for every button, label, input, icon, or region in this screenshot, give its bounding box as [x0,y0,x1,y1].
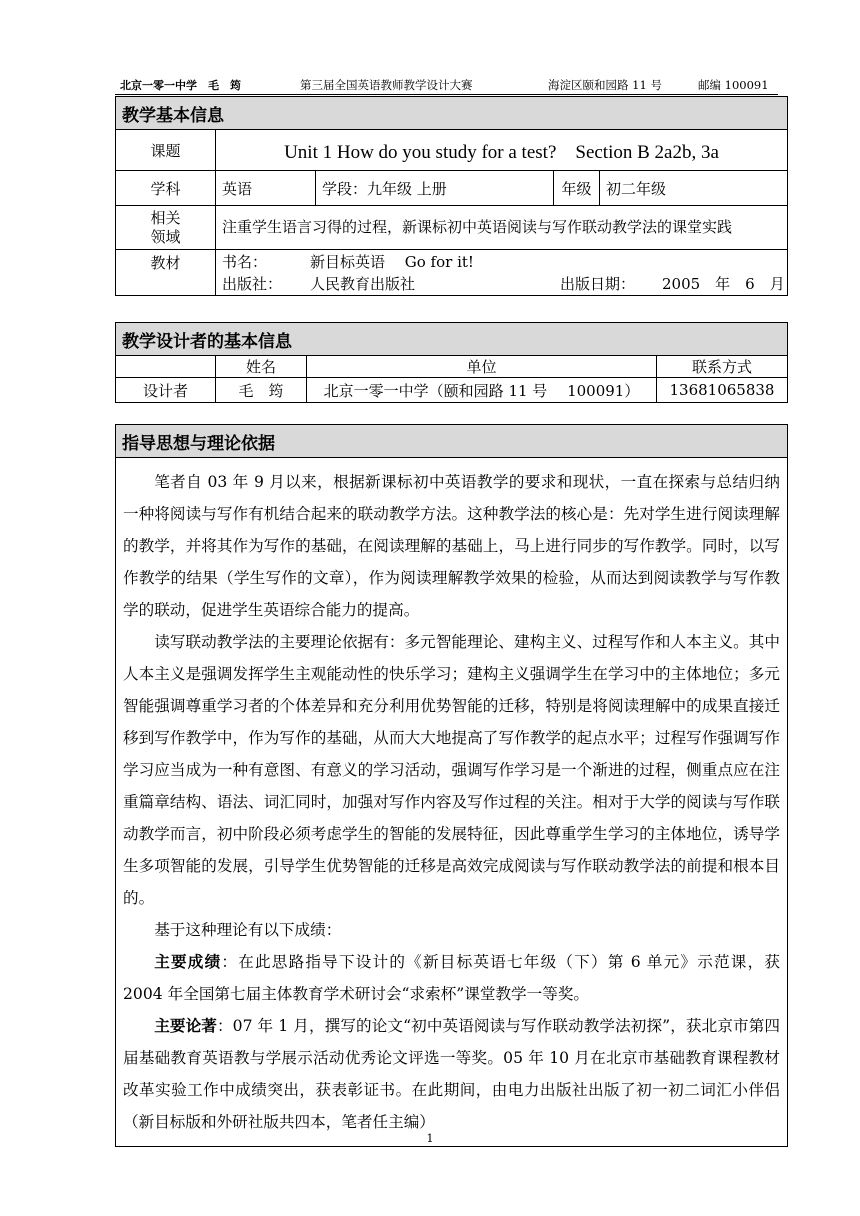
designer-contact: 13681065838 [657,378,788,403]
theory-body [116,458,788,1147]
basic-info-heading: 教学基本信息 [116,97,788,130]
field-label-line-2: 领域 [150,227,181,246]
theory-paragraph-5 [123,1010,780,1138]
designer-info-table [115,322,788,403]
header-school-author: 北京一零一中学 毛 筠 [120,79,241,92]
designer-name: 毛 筠 [216,378,307,403]
page-header [115,76,778,95]
achievement-label: 主要成绩 [154,952,222,971]
publisher-label: 出版社： [222,274,283,293]
theory-paragraph-2: 读写联动教学法的主要理论依据有：多元智能理论、建构主义、过程写作和人本主义。其中人本主义是强调发挥学生主观能动性的快乐学习；建构主义强调学生在学习中的主体地位；多元智能强调尊重学习者的个体差异和充分利用优势智能的迁移，特别是将阅读理解中的成果直接迁移到写作教学中，作为写作的基础，从而大大地提高了写作教学的起点水平；过程写作强调写作学习应当成为一种有意图、有意义的学习活动，强调写作学习是一个渐进的过程，侧重点应在注重篇章结构、语法、词汇同时，加强对写作内容及写作过程的关注。相对于大学的阅读与写作联动教学而言，初中阶段必须考虑学生的智能的发展特征，因此尊重学生学习的主体地位，诱导学生多项智能的发展，引导学生优势智能的迁移是高效完成阅读与写作联动教学法的前提和根本目的。 [123,633,780,907]
theory-paragraph-1: 笔者自 03 年 9 月以来，根据新课标初中英语教学的要求和现状，一直在探索与总结归纳一种将阅读与写作有机结合起来的联动教学方法。这种教学法的核心是：先对学生进行阅读理解的教学，并将其作为写作的基础，在阅读理解的基础上，马上进行同步的写作教学。同时，以写作教学的结果（学生写作的文章），作为阅读理解教学效果的检验，从而达到阅读教学与写作教学的联动，促进学生英语综合能力的提高。 [123,473,780,619]
page-number: 1 [426,1132,434,1145]
grade-label: 年级 [554,171,600,206]
theory-paragraph-3: 基于这种理论有以下成绩： [154,921,342,939]
theory-paragraph-4 [123,946,780,1010]
designer-unit: 北京一零一中学（颐和园路 11 号 100091） [307,378,657,403]
book-name-label: 书名： [222,252,268,271]
col-contact-header: 联系方式 [657,356,788,378]
theory-heading: 指导思想与理论依据 [116,425,788,458]
designer-row-label: 设计者 [116,378,216,403]
col-name-header: 姓名 [216,356,307,378]
publisher: 人民教育出版社 [310,274,416,293]
pub-date-label: 出版日期： [560,274,636,293]
header-contest: 第三届全国英语教师教学设计大赛 [300,78,473,92]
theory-table [115,424,788,1147]
designer-blank-cell [116,356,216,378]
field-label-line-1: 相关 [150,208,181,227]
textbook-label: 教材 [116,250,216,296]
subject-label: 学科 [116,171,216,206]
header-address: 海淀区颐和园路 11 号 [548,78,662,92]
achievement-text: ：在此思路指导下设计的《新目标英语七年级（下）第 6 单元》示范课，获 2004 年全国第七届主体教育学术研讨会“求索杯”课堂教学一等奖。 [123,953,780,1003]
grade-value: 初二年级 [600,171,788,206]
header-postcode: 邮编 100091 [698,78,769,92]
book-name: 新目标英语 Go for it! [310,252,474,271]
field-label [116,206,216,250]
col-unit-header: 单位 [307,356,657,378]
pub-date: 2005 年 6 月 [662,274,785,293]
topic-label: 课题 [116,130,216,171]
stage-value: 学段：九年级 上册 [316,171,554,206]
subject-value: 英语 [216,171,316,206]
field-value: 注重学生语言习得的过程，新课标初中英语阅读与写作联动教学法的课堂实践 [216,206,788,250]
textbook-value [216,250,788,296]
topic-value: Unit 1 How do you study for a test? Section B 2a2b, 3a [216,130,788,171]
publications-label: 主要论著 [154,1016,217,1035]
basic-info-table [115,96,788,296]
publications-text: ：07 年 1 月，撰写的论文“初中英语阅读与写作联动教学法初探”，获北京市第四届基础教育英语教与学展示活动优秀论文评选一等奖。05 年 10 月在北京市基础教育课程教材改革实验工作中成绩突出，获表彰证书。在此期间，由电力出版社出版了初一初二词汇小伴侣（新目标版和外研社版共四本，笔者任主编） [123,1017,780,1131]
designer-info-heading: 教学设计者的基本信息 [116,323,788,356]
